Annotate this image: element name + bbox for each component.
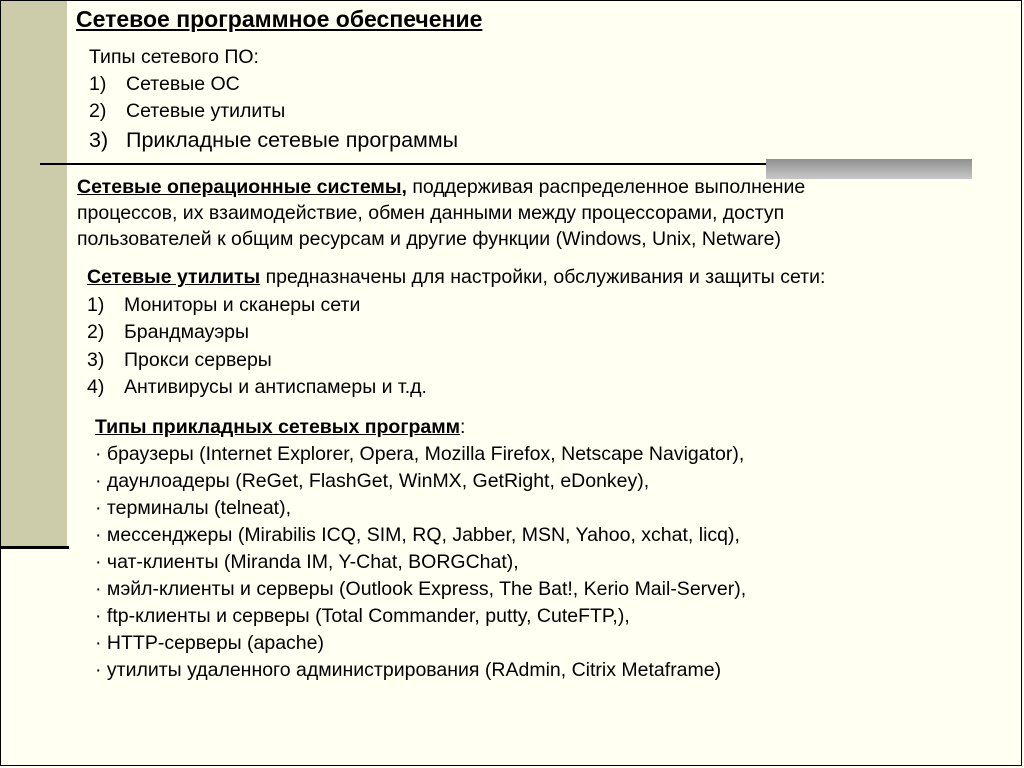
network-utils-intro: предназначены для настройки, обслуживания и защиты сети: [260,266,826,288]
item-number: 2) [89,100,107,122]
app-types-colon: : [460,416,466,438]
utility-item [87,347,825,375]
utility-item [87,292,825,320]
app-type-item: · мессенджеры (Mirabilis ICQ, SIM, RQ, Jabber, MSN, Yahoo, xchat, licq), [95,524,740,546]
item-number: 3) [87,348,105,371]
network-utils-term: Сетевые утилиты [87,266,261,288]
item-text: Брандмауэры [124,321,250,343]
app-type-item: · даунлоадеры (ReGet, FlashGet, WinMX, GetRight, eDonkey), [95,470,650,492]
network-os-term: Сетевые операционные системы, [77,176,407,198]
utility-item [87,374,825,402]
slide-title: Сетевое программное обеспечение [76,6,483,32]
app-type-item: · браузеры (Internet Explorer, Opera, Mozilla Firefox, Netscape Navigator), [95,443,745,465]
app-types-header: Типы прикладных сетевых программ [95,416,461,438]
network-os-text-2: процессов, их взаимодействие, обмен данными между процессорами, доступ [77,202,785,224]
item-text: Сетевые ОС [126,73,240,95]
app-type-item: · HTTP-серверы (apache) [95,632,324,654]
software-type-item [89,125,458,155]
item-number: 4) [87,376,105,398]
app-types-list [95,414,746,684]
item-text: Сетевые утилиты [126,100,286,122]
item-number: 2) [87,321,105,343]
software-type-item [89,98,458,125]
item-text: Прикладные сетевые программы [126,128,459,152]
software-types-header: Типы сетевого ПО: [89,46,259,68]
network-utils-list [87,264,825,402]
software-type-item [89,71,458,98]
network-os-text-1: поддерживая распределенное выполнение [406,176,806,198]
app-type-item: · ftp-клиенты и серверы (Total Commander, putty, CuteFTP,), [95,605,630,627]
item-number: 1) [87,293,105,316]
app-type-item: · утилиты удаленного администрирования (RAdmin, Citrix Metaframe) [95,659,722,681]
side-panel [1,1,67,546]
app-type-item: · терминалы (telneat), [95,497,291,519]
utility-item [87,319,825,347]
network-os-paragraph [77,174,805,252]
item-text: Прокси серверы [124,348,272,371]
item-number: 3) [89,128,109,152]
app-type-item: · мэйл-клиенты и серверы (Outlook Express, The Bat!, Kerio Mail-Server), [95,578,747,600]
item-text: Мониторы и сканеры сети [124,293,361,316]
software-types-list [89,44,458,155]
app-type-item: · чат-клиенты (Miranda IM, Y-Chat, BORGChat), [95,551,519,573]
network-os-text-3: пользователей к общим ресурсам и другие функции (Windows, Unix, Netware) [77,228,781,250]
item-number: 1) [89,73,107,95]
side-panel-edge [1,546,69,549]
item-text: Антивирусы и антиспамеры и т.д. [124,376,427,398]
